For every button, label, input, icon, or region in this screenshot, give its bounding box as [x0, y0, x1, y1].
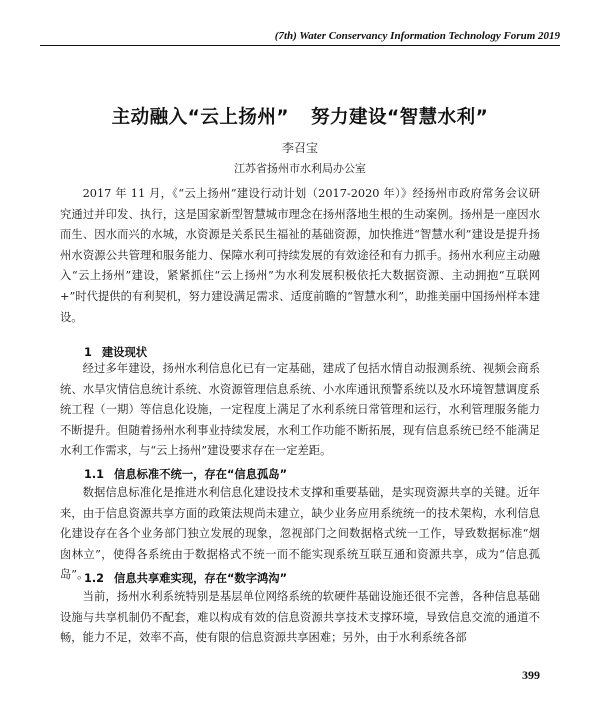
section-1-heading: [84, 344, 147, 360]
author-name: 李召宝: [281, 141, 318, 155]
section-1-1-number: 1.1: [84, 468, 105, 481]
title-part-2: 努力建设“智慧水利”: [311, 107, 489, 128]
section-1-1-title: 信息标准不统一，存在“信息孤岛”: [114, 468, 288, 481]
page-number: 399: [522, 668, 540, 682]
journal-header: (7th) Water Conservancy Information Technology Forum 2019: [274, 30, 560, 42]
section-1-title: 建设现状: [101, 346, 148, 359]
status-paragraph: 经过多年建设，扬州水利信息化已有一定基础，建成了包括水情自动报测系统、视频会商系统、水旱灾情信息统计系统、水资源管理信息系统、小水库通讯预警系统以及水环境智慧调度系统工程（一期）等信息化设施，一定程度上满足了水利系统日常管理和运行，水利管理服务能力不断提升。但随着扬州水利事业持续发展，水利工作功能不断拓展，现有信息系统已经不能满足水利工作需求，与“云上扬州”建设要求存在一定差距。: [60, 362, 540, 458]
status-paragraph-block: [60, 359, 540, 462]
section-1-2-heading: [84, 570, 287, 586]
section-1-2-title: 信息共享难实现，存在“数字鸿沟”: [114, 572, 288, 585]
sharing-paragraph: 当前，扬州水利系统特别是基层单位网络系统的软硬件基础设施还很不完善，各种信息基础设施与共享机制仍不配套，难以构成有效的信息资源共享技术支撑环境，导致信息交流的通道不畅，能力不足，效率不高，使有限的信息资源共享困难；另外，由于水利系统各部: [60, 590, 540, 645]
section-1-1-heading: [84, 466, 287, 482]
article-title: [0, 103, 600, 129]
section-1-number: 1: [84, 346, 92, 359]
intro-paragraph-block: [60, 184, 540, 328]
intro-paragraph: 2017 年 11 月，《“云上扬州”建设行动计划（2017-2020 年）》经扬州市政府常务会议研究通过并印发、执行，这是国家新型智慧城市理念在扬州落地生根的生动案例。扬州是一座因水而生、因水而兴的水城，水资源是关系民生福祉的基础资源，加快推进“智慧水利”建设是提升扬州水资源公共管理和服务能力、保障水利可持续发展的有效途径和有力抓手。扬州水利应主动融入“云上扬州”建设，紧紧抓住“云上扬州”为水利发展积极依托大数据资源、主动拥抱“互联网+”时代提供的有利契机，努力建设满足需求、适度前瞻的“智慧水利”，助推美丽中国扬州样本建设。: [60, 187, 540, 324]
sharing-paragraph-block: [60, 587, 540, 649]
header-rule: [40, 45, 560, 46]
section-1-2-number: 1.2: [84, 572, 105, 585]
title-part-1: 主动融入“云上扬州”: [111, 107, 289, 128]
standard-paragraph: 数据信息标准化是推进水利信息化建设技术支撑和重要基础，是实现资源共享的关键。近年来，由于信息资源共享方面的政策法规尚未建立，缺少业务应用系统统一的技术架构，水利信息化建设存在各个业务部门独立发展的现象，忽视部门之间数据格式统一工作，导致数据标准“烟囱林立”，使得各系统由于数据格式不统一而不能实现系统互联互通和资源共享，成为“信息孤岛”。: [60, 486, 540, 582]
author-affiliation: 江苏省扬州市水利局办公室: [234, 162, 366, 175]
